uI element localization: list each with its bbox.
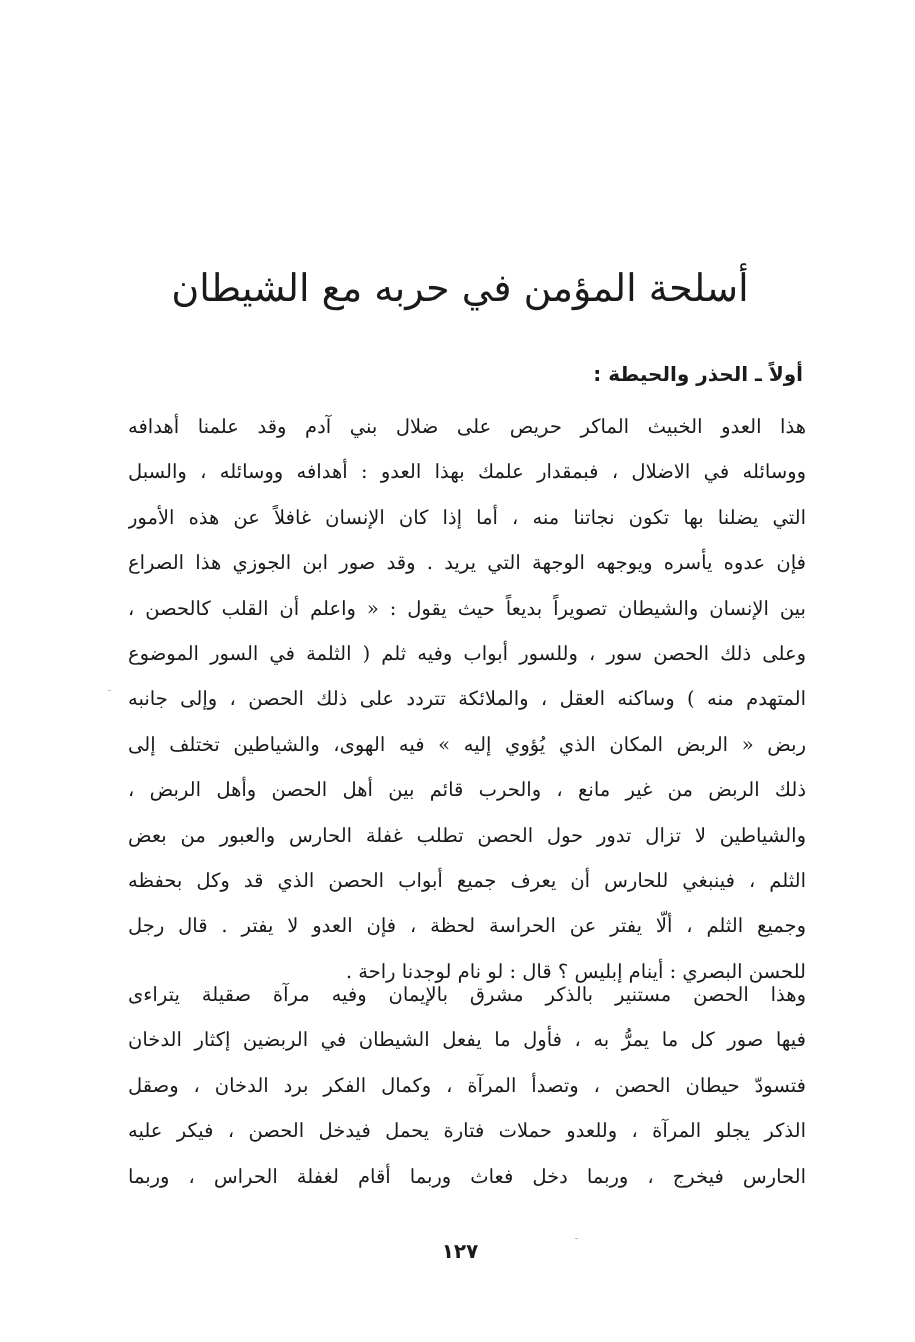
text-line: وعلى ذلك الحصن سور ، وللسور أبواب وفيه ثلم ( الثلمة في السور الموضوع [128, 641, 806, 665]
text-line: التي يضلنا بها تكون نجاتنا منه ، أما إذا كان الإنسان غافلاً عن هذه الأمور [128, 505, 806, 529]
text-line: وجميع الثلم ، ألّا يفتر عن الحراسة لحظة ، فإن العدو لا يفتر . قال رجل [128, 914, 806, 938]
paragraph-2 [128, 972, 806, 1199]
text-line: والشياطين لا تزال تدور حول الحصن تطلب غفلة الحارس والعبور من بعض [128, 823, 806, 847]
scan-speck [108, 690, 111, 691]
text-line: وهذا الحصن مستنير بالذكر مشرق بالإيمان وفيه مرآة صقيلة يتراءى [128, 983, 806, 1006]
text-line: ووسائله في الاضلال ، فبمقدار علمك بهذا العدو : أهدافه ووسائله ، والسبل [128, 460, 806, 484]
text-line: ربض « الربض المكان الذي يُؤوي إليه » فيه الهوى، والشياطين تختلف إلى [128, 732, 806, 756]
text-line: للحسن البصري : أينام إبليس ؟ قال : لو نام لوجدنا راحة . [345, 959, 806, 983]
text-line: بين الإنسان والشيطان تصويراً بديعاً حيث يقول : « واعلم أن القلب كالحصن ، [128, 596, 806, 620]
text-line: ذلك الربض من غير مانع ، والحرب قائم بين أهل الحصن وأهل الربض ، [128, 778, 806, 802]
section-heading: أولاً ـ الحذر والحيطة : [593, 362, 803, 386]
text-line: هذا العدو الخبيث الماكر حريص على ضلال بني آدم وقد علمنا أهدافه [128, 415, 806, 438]
text-line: فيها صور كل ما يمرُّ به ، فأول ما يفعل الشيطان في الربضين إكثار الدخان [128, 1028, 806, 1052]
text-line: الذكر يجلو المرآة ، وللعدو حملات فتارة يحمل فيدخل الحصن ، فيكر عليه [128, 1119, 806, 1143]
text-line: المتهدم منه ) وساكنه العقل ، والملائكة تتردد على ذلك الحصن ، وإلى جانبه [128, 687, 806, 711]
paragraph-1 [128, 404, 806, 994]
text-line: الثلم ، فينبغي للحارس أن يعرف جميع أبواب الحصن الذي قد وكل بحفظه [128, 868, 806, 892]
page-number: ١٢٧ [441, 1239, 479, 1263]
text-line: الحارس فيخرج ، وربما دخل فعاث وربما أقام لغفلة الحراس ، وربما [128, 1164, 806, 1188]
text-line: فتسودّ حيطان الحصن ، وتصدأ المرآة ، وكمال الفكر برد الدخان ، وصقل [128, 1073, 806, 1097]
scan-speck [575, 1238, 578, 1239]
text-line: فإن عدوه يأسره ويوجهه الوجهة التي يريد . وقد صور ابن الجوزي هذا الصراع [128, 551, 806, 575]
page-title: أسلحة المؤمن في حربه مع الشيطان [171, 266, 749, 310]
